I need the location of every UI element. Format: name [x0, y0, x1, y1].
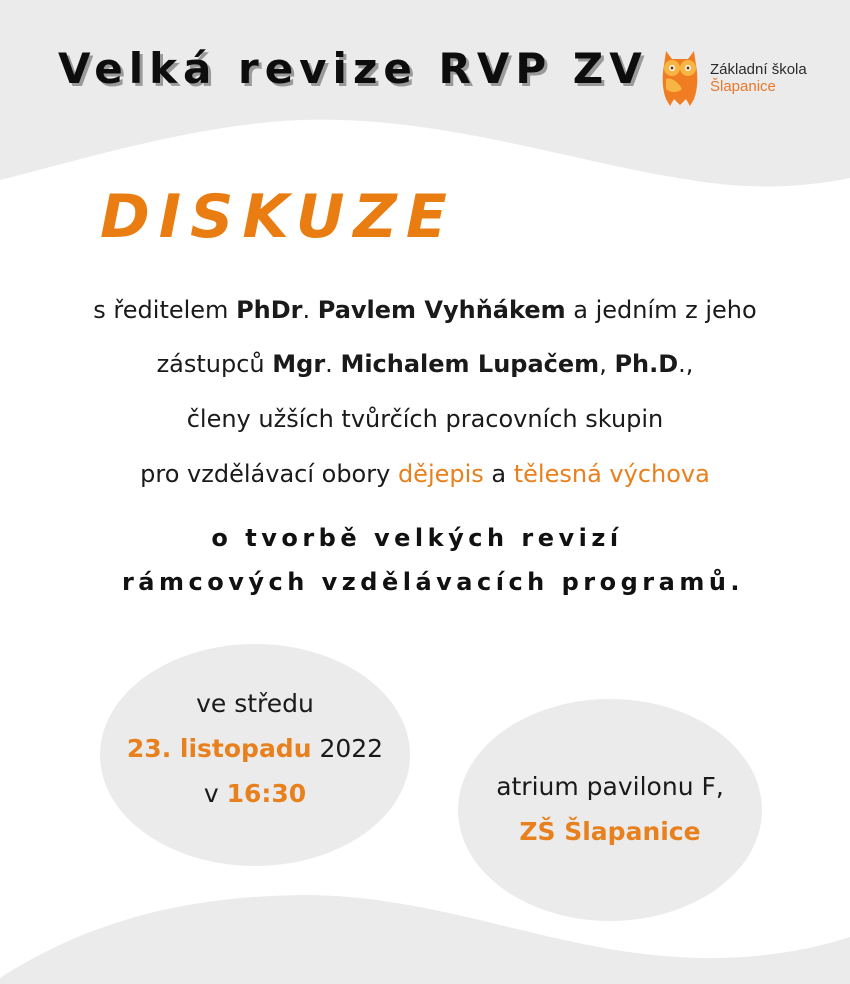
event-year: 2022 [311, 734, 384, 763]
event-time: 16:30 [226, 779, 307, 808]
text: a [483, 460, 514, 488]
time-prefix: v [203, 779, 227, 808]
description-line-2 [0, 350, 850, 378]
logo-school-name: Základní škola [710, 61, 807, 78]
subject-pe: tělesná výchova [513, 460, 710, 488]
director-name: Pavlem Vyhňákem [317, 296, 566, 324]
description-line-4 [0, 460, 850, 488]
event-date-row [100, 734, 410, 763]
text: ., [678, 350, 694, 378]
deputy-name: Michalem Lupačem [340, 350, 600, 378]
text: s ředitelem [93, 296, 237, 324]
location-place: atrium pavilonu F, [496, 772, 724, 801]
logo-town-name: Šlapanice [710, 78, 776, 95]
director-title: PhDr [236, 296, 303, 324]
deputy-title: Mgr [272, 350, 326, 378]
topic-line-1: o tvorbě velkých revizí [211, 524, 623, 552]
school-logo [660, 48, 820, 108]
page-title: Velká revize RVP ZV [58, 44, 648, 93]
location-school [458, 817, 762, 846]
location-school-name: ZŠ Šlapanice [519, 817, 701, 846]
topic-line-2: rámcových vzdělávacích programů. [121, 568, 745, 596]
description-line-3: členy užších tvůrčích pracovních skupin [186, 405, 664, 433]
description-line-1 [0, 296, 850, 324]
text: . [302, 296, 318, 324]
text: pro vzdělávací obory [140, 460, 398, 488]
text: a jedním z jeho [565, 296, 757, 324]
event-location [458, 700, 762, 922]
owl-icon [660, 49, 700, 107]
subject-history: dějepis [397, 460, 484, 488]
event-datetime [100, 645, 410, 867]
deputy-suffix: Ph.D [614, 350, 679, 378]
headline: DISKUZE [100, 182, 456, 252]
event-day: ve středu [196, 689, 314, 718]
text: . [325, 350, 341, 378]
event-time-row [100, 779, 410, 808]
event-date: 23. listopadu [126, 734, 312, 763]
text: zástupců [156, 350, 273, 378]
text: , [599, 350, 615, 378]
